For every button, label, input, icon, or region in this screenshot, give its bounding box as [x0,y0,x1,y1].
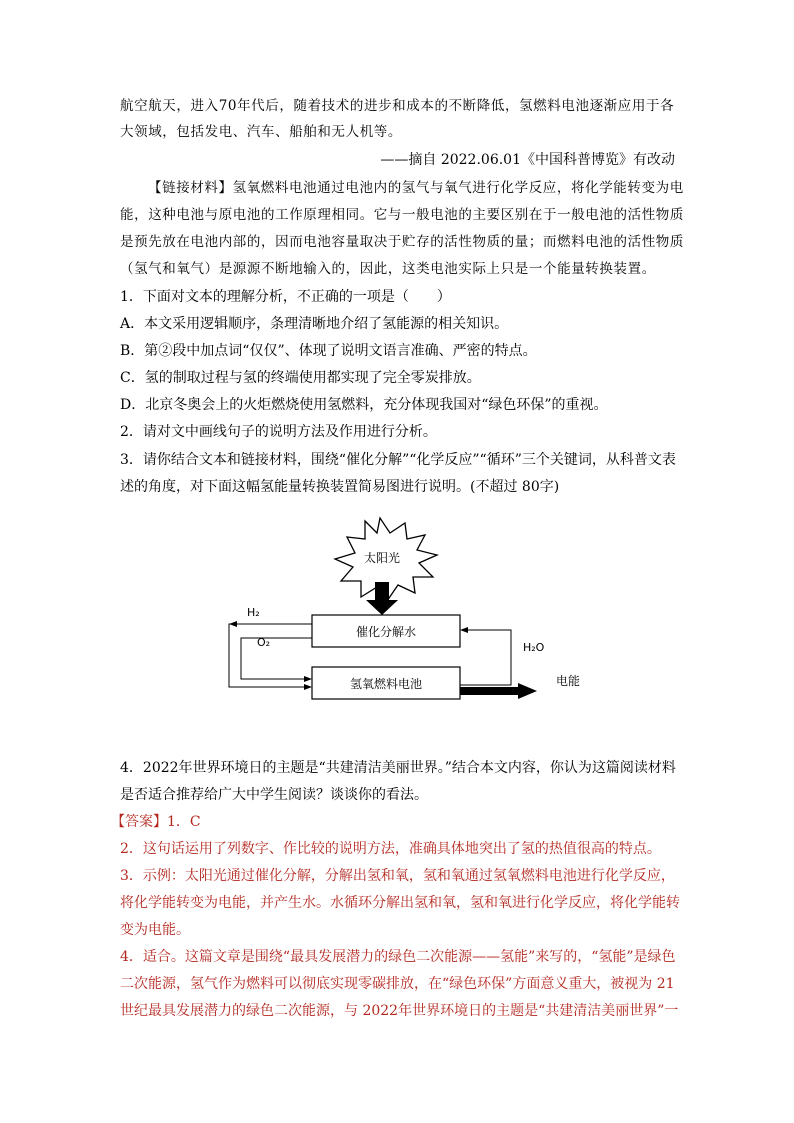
catalytic-decomposition-label: 催化分解水 [355,625,417,639]
answer-3-line: 变为电能。 [120,922,190,938]
question-4-line: 4．2022年世界环境日的主题是“共建清洁美丽世界。”结合本文内容，你认为这篇阅读材料 [120,760,676,776]
question-4-line: 是否适合推荐给广大中学生阅读？谈谈你的看法。 [120,787,428,803]
passage-line: 航空航天，进入70年代后，随着技术的进步和成本的不断降低，氢燃料电池逐渐应用于各 [120,98,675,114]
o2-label: O₂ [257,636,271,649]
h2o-arrowhead [460,627,468,633]
question-3-line: 3．请你结合文本和链接材料，围绕“催化分解”“化学反应”“循环”三个关键词，从科普文表 [120,452,676,468]
o2-path [241,638,312,679]
link-material-line: （氢气和氧气）是源源不断地输入的，因此，这类电池实际上只是一个能量转换装置。 [120,261,656,277]
h2-arrowhead [304,684,312,690]
answer-4-line: 4．适合。这篇文章是围绕“最具发展潜力的绿色二次能源——氢能”来写的，“氢能”是绿色 [120,949,676,965]
answer-4-line: 世纪最具发展潜力的绿色二次能源，与 2022年世界环境日的主题是“共建清洁美丽世界”一 [120,1003,679,1019]
option-b: B．第②段中加点词“仅仅”、体现了说明文语言准确、严密的特点。 [120,343,537,359]
electricity-label: 电能 [556,674,581,688]
energy-conversion-diagram [215,515,595,715]
sun-label: 太阳光 [363,551,401,565]
link-material-line: 【链接材料】氢氧燃料电池通过电池内的氢气与氧气进行化学反应，将化学能转变为电 [148,180,684,196]
fuel-cell-label: 氢氧燃料电池 [349,677,423,691]
h2-start-arrowhead [229,621,237,627]
link-material-line: 能，这种电池与原电池的工作原理相同。它与一般电池的主要区别在于一般电池的活性物质 [120,207,684,223]
question-2: 2．请对文中画线句子的说明方法及作用进行分析。 [120,424,437,440]
option-d: D．北京冬奥会上的火炬燃烧使用氢燃料，充分体现我国对“绿色环保”的重视。 [120,397,608,413]
answer-3-line: 将化学能转变为电能，并产生水。水循环分解出氢和氧，氢和氧进行化学反应，将化学能转 [120,895,680,911]
h2o-label: H₂O [523,641,545,654]
option-c: C．氢的制取过程与氢的终端使用都实现了完全零炭排放。 [120,370,481,386]
h2-label: H₂ [247,606,260,619]
question-1: 1．下面对文本的理解分析，不正确的一项是（ ） [120,289,451,305]
h2o-path [460,630,511,685]
answer-4-line: 二次能源，氢气作为燃料可以彻底实现零碳排放，在“绿色环保”方面意义重大，被视为 21 [120,976,675,992]
option-a: A．本文采用逻辑顺序，条理清晰地介绍了氢能源的相关知识。 [120,316,509,332]
link-material-line: 是预先放在电池内部的，因而电池容量取决于贮存的活性物质的量；而燃料电池的活性物质 [120,234,684,250]
answer-2: 2．这句话运用了列数字、作比较的说明方法，准确具体地突出了氢的热值很高的特点。 [120,841,661,857]
answer-3-line: 3．示例：太阳光通过催化分解，分解出氢和氧，氢和氧通过氢氧燃料电池进行化学反应， [120,868,675,884]
passage-line: 大领域，包括发电、汽车、船舶和无人机等。 [120,124,402,140]
answer-1: 【答案】1．C [111,814,201,830]
question-3-line: 述的角度，对下面这幅氢能量转换装置简易图进行说明。(不超过 80字) [120,479,560,495]
passage-source: ——摘自 2022.06.01《中国科普博览》有改动 [380,152,675,168]
o2-arrowhead [304,676,312,682]
